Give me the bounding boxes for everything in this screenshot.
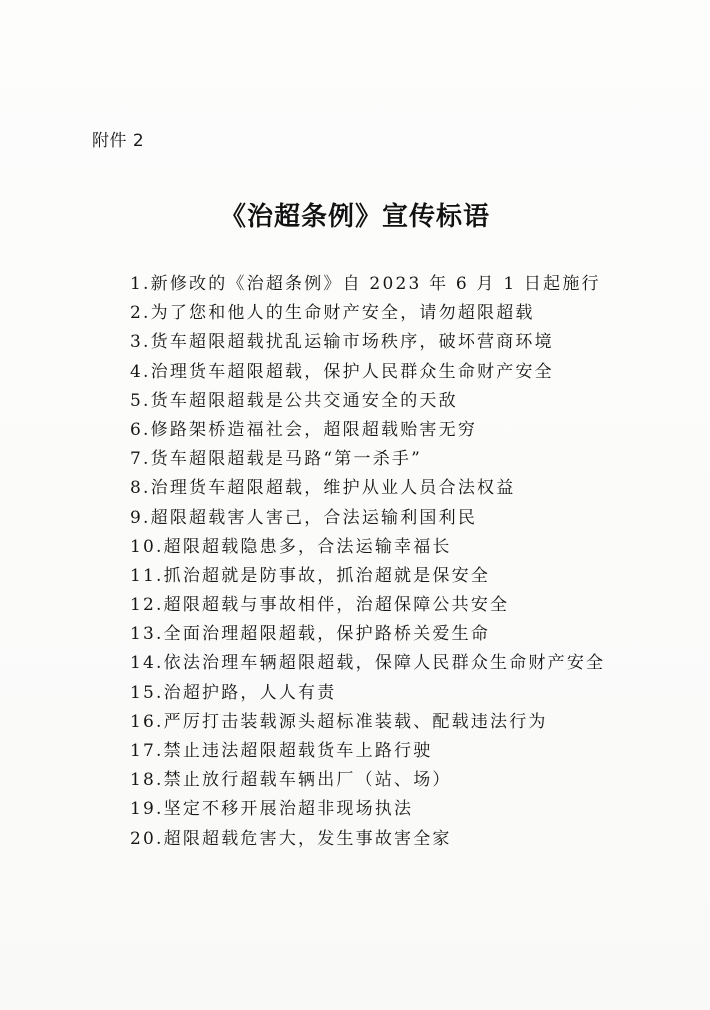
slogan-item: 20.超限超载危害大，发生事故害全家 xyxy=(130,828,452,849)
slogan-item: 11.抓治超就是防事故，抓治超就是保安全 xyxy=(130,565,491,586)
slogan-item: 5.货车超限超载是公共交通安全的天敌 xyxy=(130,390,458,411)
slogan-item: 18.禁止放行超载车辆出厂（站、场） xyxy=(130,770,452,791)
slogan-item: 12.超限超载与事故相伴，治超保障公共安全 xyxy=(130,595,510,616)
slogan-item: 8.治理货车超限超载，维护从业人员合法权益 xyxy=(130,478,516,499)
slogan-item: 2.为了您和他人的生命财产安全，请勿超限超载 xyxy=(130,303,535,324)
slogan-item: 3.货车超限超载扰乱运输市场秩序，破坏营商环境 xyxy=(130,332,554,353)
slogan-item: 17.禁止违法超限超载货车上路行驶 xyxy=(130,741,433,761)
slogan-item: 19.坚定不移开展治超非现场执法 xyxy=(130,799,414,820)
slogan-item: 6.修路架桥造福社会，超限超载贻害无穷 xyxy=(130,419,478,440)
slogan-item: 15.治超护路，人人有责 xyxy=(130,682,337,703)
slogan-list xyxy=(130,270,605,854)
slogan-item: 7.货车超限超载是马路“第一杀手” xyxy=(130,449,423,470)
attachment-label: 附件 2 xyxy=(92,131,145,151)
slogan-item: 13.全面治理超限超载，保护路桥关爱生命 xyxy=(130,624,491,645)
slogan-item: 4.治理货车超限超载，保护人民群众生命财产安全 xyxy=(130,361,554,382)
slogan-item: 16.严厉打击装载源头超标准装载、配载违法行为 xyxy=(130,711,548,732)
slogan-item: 9.超限超载害人害己，合法运输利国利民 xyxy=(130,507,478,528)
document-title: 《治超条例》宣传标语 xyxy=(219,202,490,232)
slogan-item: 10.超限超载隐患多，合法运输幸福长 xyxy=(130,536,452,557)
slogan-item: 1.新修改的《治超条例》自 2023 年 6 月 1 日起施行 xyxy=(130,274,601,294)
slogan-item: 14.依法治理车辆超限超载，保障人民群众生命财产安全 xyxy=(130,653,606,674)
